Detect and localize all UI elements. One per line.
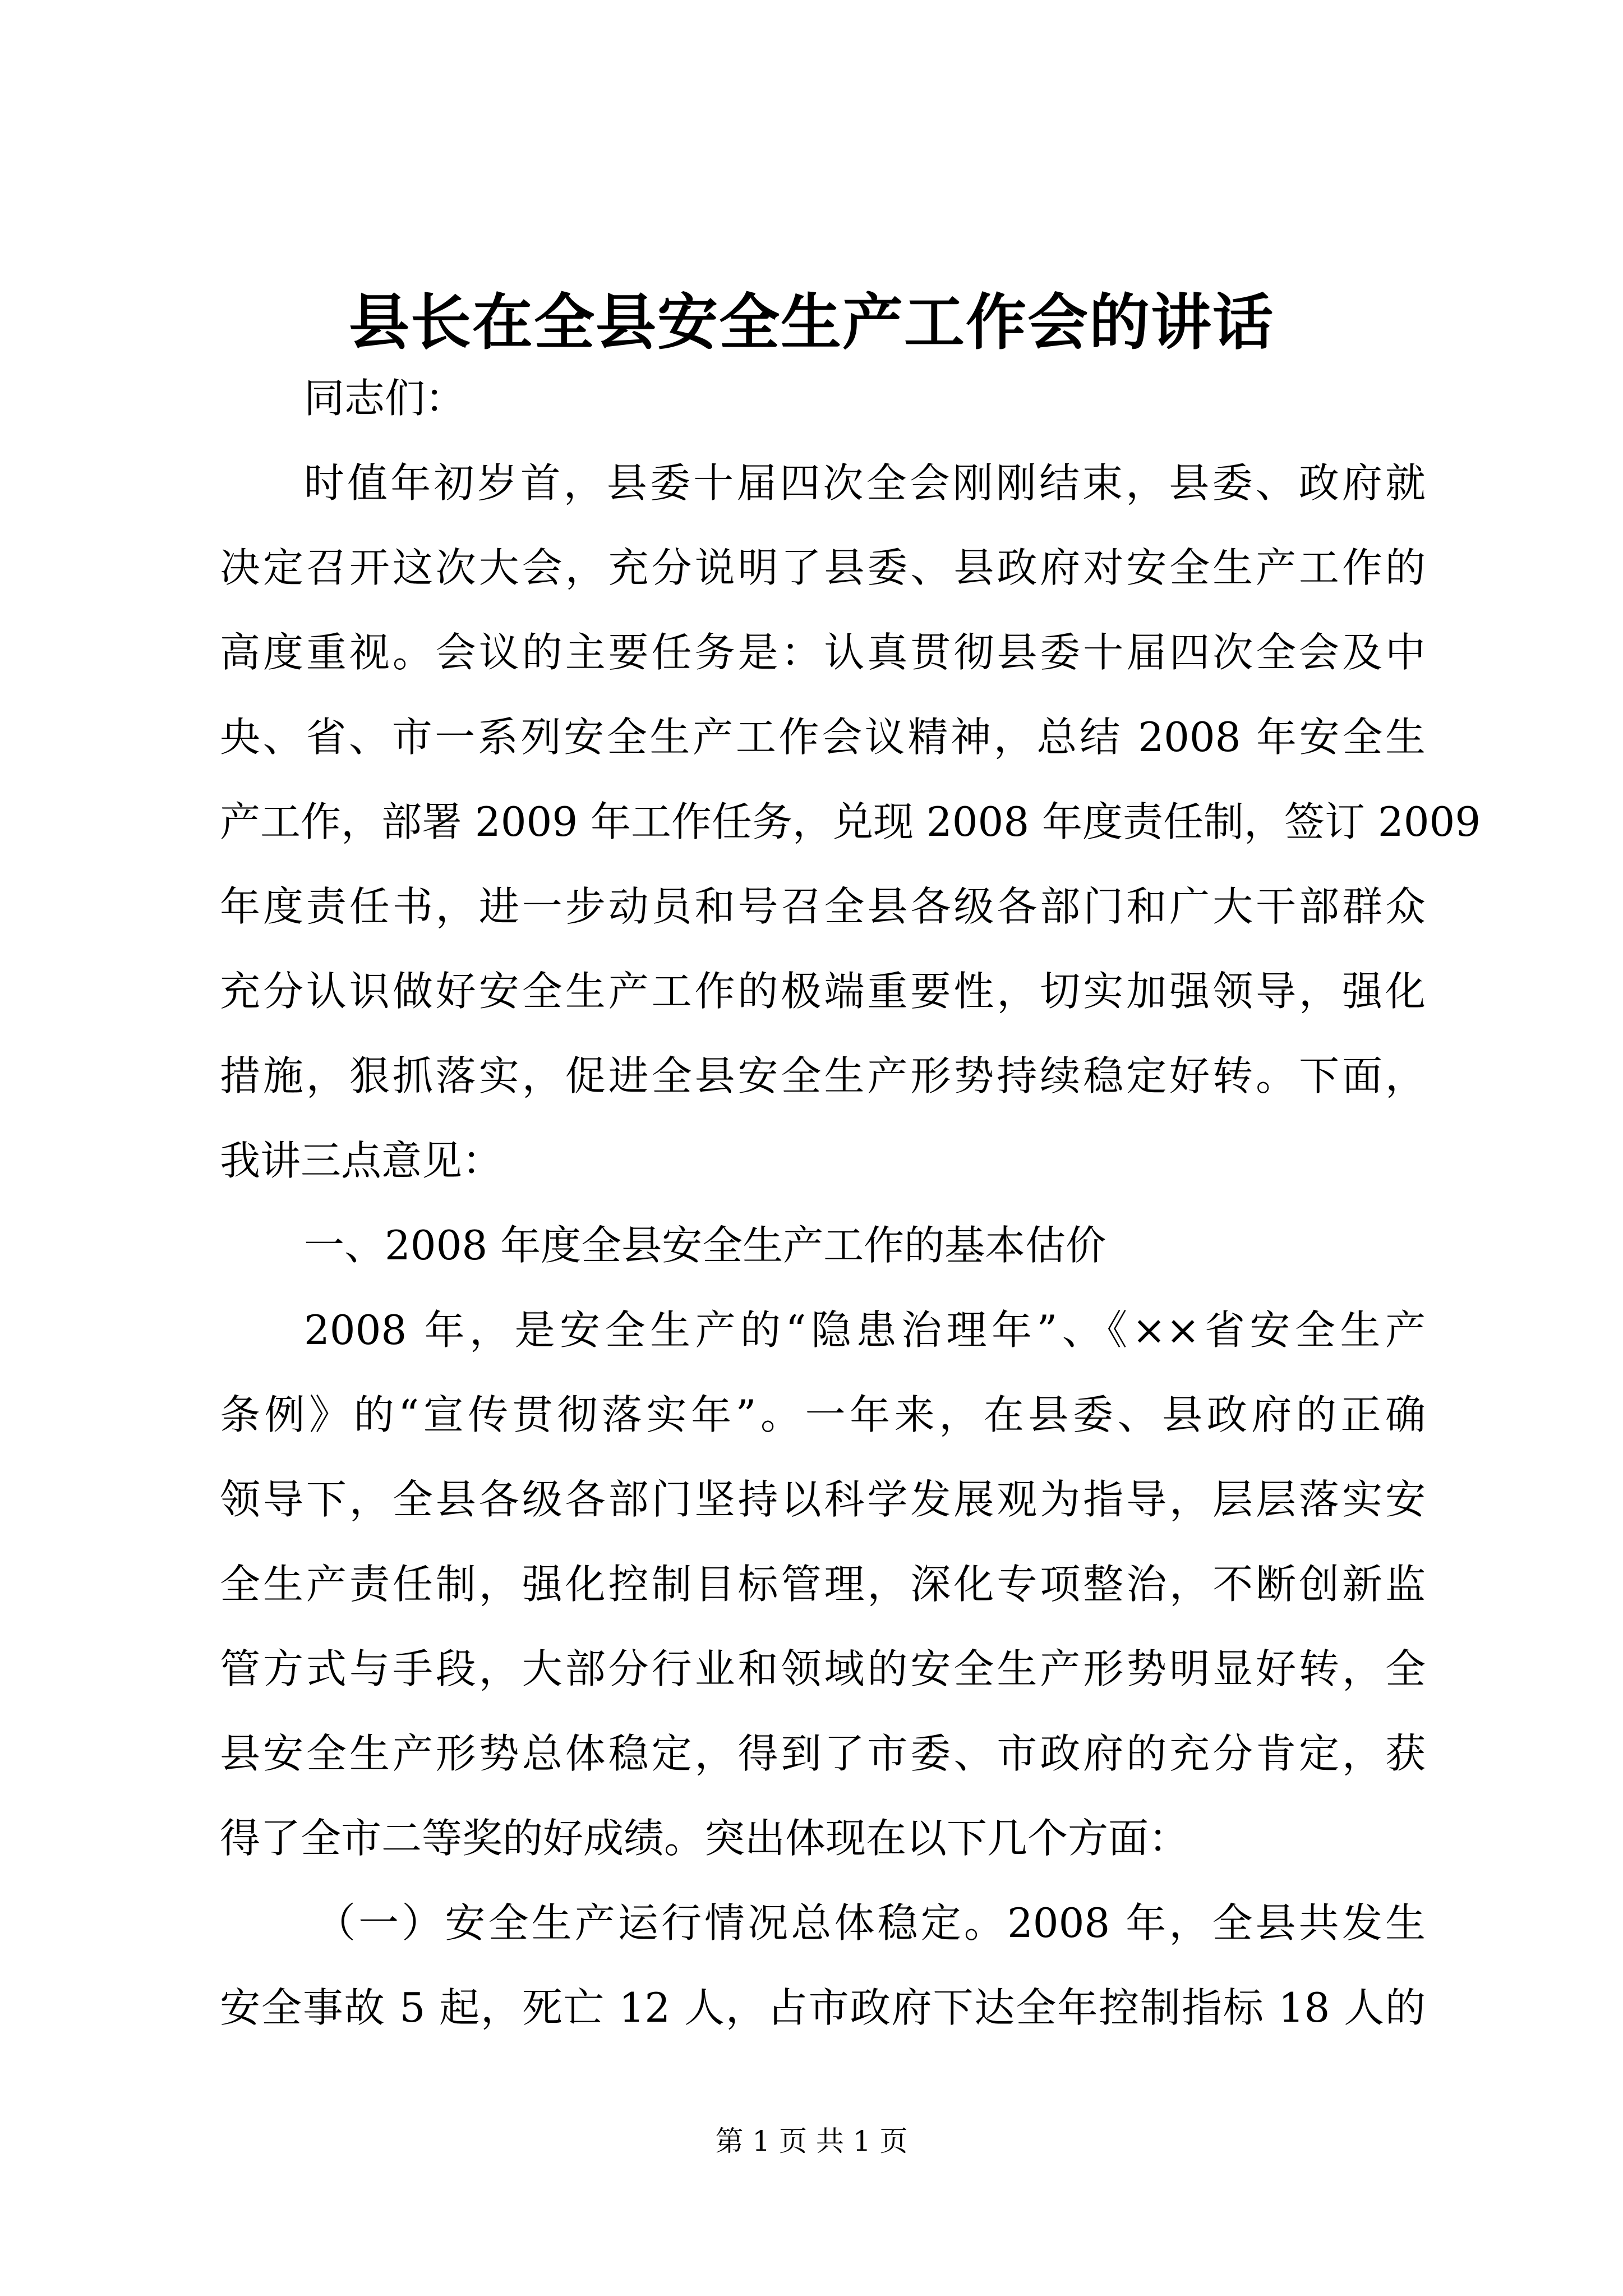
- body-line: 得了全市二等奖的好成绩。突出体现在以下几个方面：: [220, 1815, 1189, 1862]
- body-line: 领导下，全县各级各部门坚持以科学发展观为指导，层层落实安: [220, 1476, 1426, 1523]
- page-number-footer: 第 1 页 共 1 页: [715, 2125, 908, 2157]
- body-line: 产工作，部署 2009 年工作任务，兑现 2008 年度责任制，签订 2009: [220, 798, 1481, 845]
- body-line: 安全事故 5 起，死亡 12 人，占市政府下达全年控制指标 18 人的: [220, 1984, 1426, 2031]
- body-line: 充分认识做好安全生产工作的极端重要性，切实加强领导，强化: [220, 968, 1426, 1015]
- body-line: 2008 年，是安全生产的“隐患治理年”、《××省安全生产: [304, 1306, 1426, 1354]
- body-line: 措施，狠抓落实，促进全县安全生产形势持续稳定好转。下面，: [220, 1052, 1426, 1099]
- body-line: 条例》的“宣传贯彻落实年”。一年来，在县委、县政府的正确: [220, 1391, 1426, 1438]
- body-line: 县安全生产形势总体稳定，得到了市委、市政府的充分肯定，获: [220, 1730, 1426, 1777]
- section-heading: 一、2008 年度全县安全生产工作的基本估价: [304, 1222, 1106, 1269]
- body-line: 决定召开这次大会，充分说明了县委、县政府对安全生产工作的: [220, 544, 1426, 591]
- body-line: 管方式与手段，大部分行业和领域的安全生产形势明显好转，全: [220, 1645, 1426, 1692]
- body-line: 高度重视。会议的主要任务是：认真贯彻县委十届四次全会及中: [220, 629, 1426, 676]
- subsection-line: （一）安全生产运行情况总体稳定。2008 年，全县共发生: [315, 1899, 1426, 1947]
- document-title: 县长在全县安全生产工作会的讲话: [348, 287, 1274, 358]
- salutation-line: 同志们：: [304, 375, 466, 422]
- document-body: [220, 356, 1481, 2050]
- body-line: 央、省、市一系列安全生产工作会议精神，总结 2008 年安全生: [220, 714, 1426, 761]
- body-line: 我讲三点意见：: [220, 1137, 503, 1184]
- body-line: 全生产责任制，强化控制目标管理，深化专项整治，不断创新监: [220, 1561, 1426, 1608]
- body-line: 时值年初岁首，县委十届四次全会刚刚结束，县委、政府就: [304, 459, 1426, 507]
- body-line: 年度责任书，进一步动员和号召全县各级各部门和广大干部群众: [220, 883, 1426, 930]
